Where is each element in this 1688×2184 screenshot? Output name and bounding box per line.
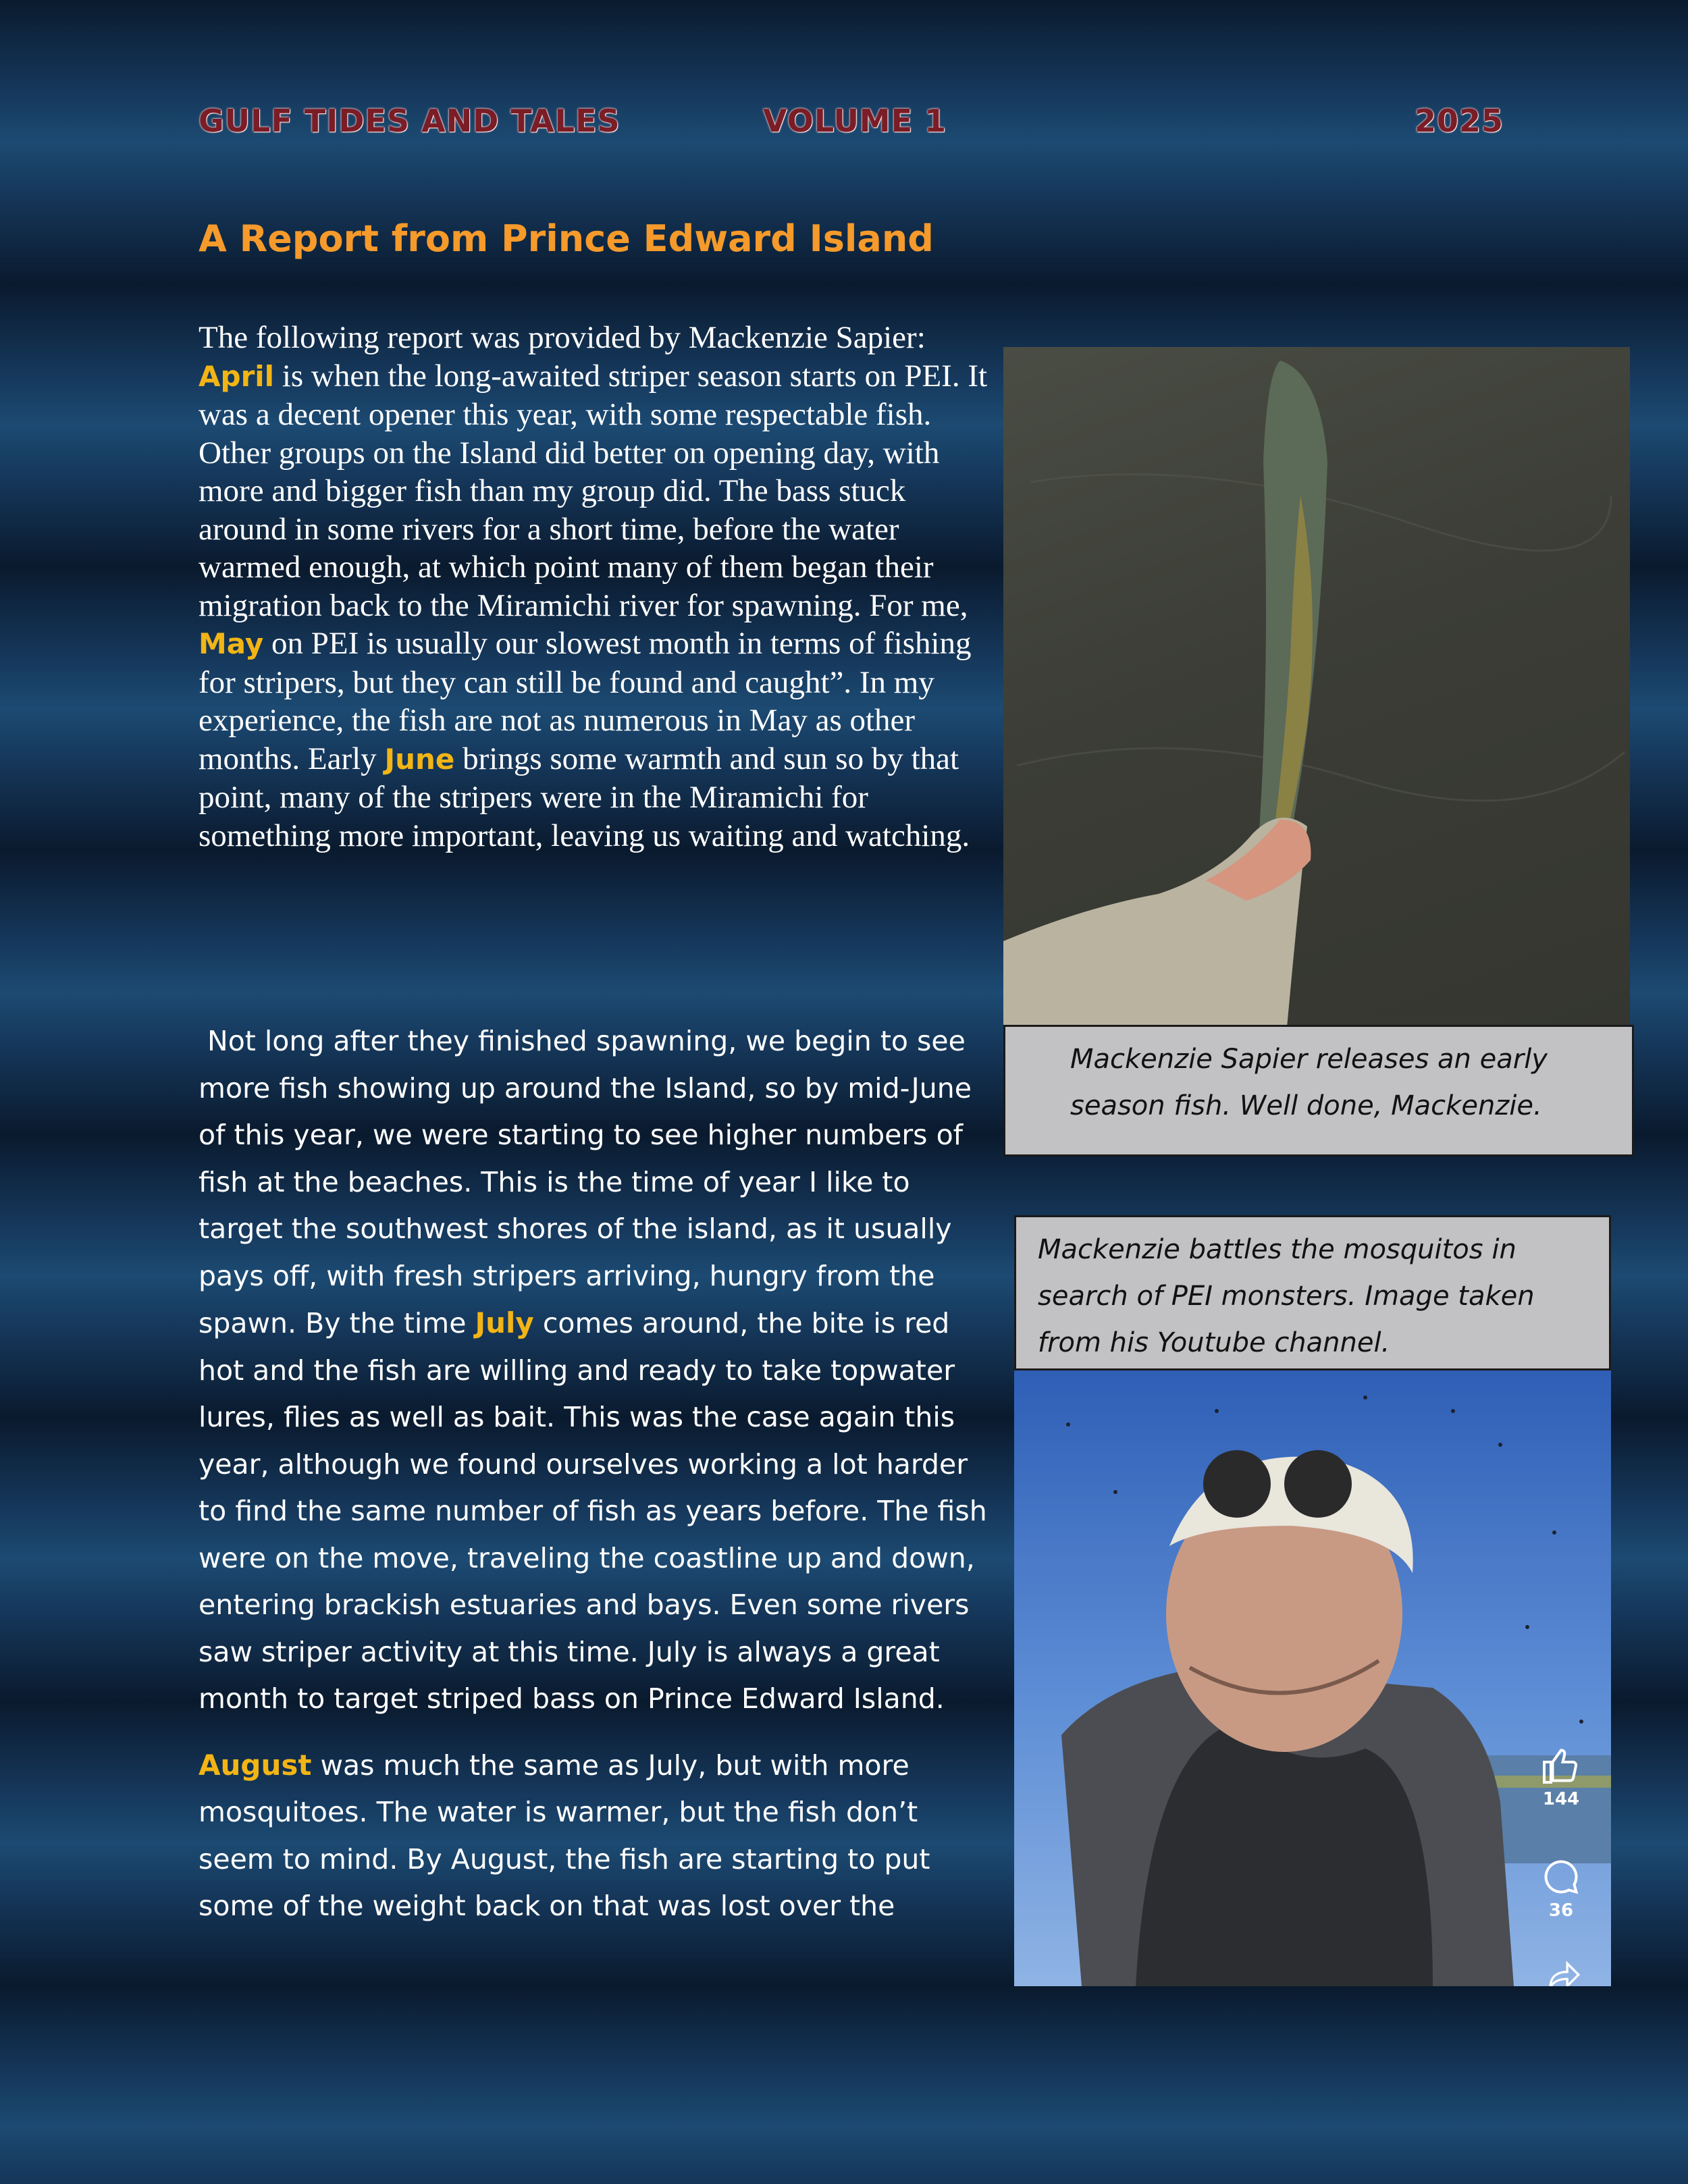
- video-like-button[interactable]: [1541, 1745, 1581, 1809]
- paragraph-text: on PEI is usually our slowest month in terms of fishing for stripers, but they can still be found and caught”. In my experience, the fish are not as numerous in May as other months. Early: [199, 626, 972, 776]
- paragraph-text: comes around, the bite is red hot and the fish are willing and ready to take topwater lures, flies as well as bait. This was the case again this year, although we found ourselves working a lot harder to find the same number of fish as years before. The fish were on the move, traveling the coastline up and down, entering brackish estuaries and bays. Even some rivers saw striper activity at this time. July is always a great month to target striped bass on Prince Edward Island.: [199, 1307, 987, 1715]
- article-body: [199, 1018, 995, 1930]
- article-title: A Report from Prince Edward Island: [199, 217, 934, 260]
- article-paragraph-2: [199, 1018, 995, 1723]
- month-highlight: May: [199, 627, 264, 660]
- article-paragraph-1: [199, 319, 995, 855]
- share-icon[interactable]: [1548, 1958, 1581, 1986]
- photo-caption-2: Mackenzie battles the mosquitos in search of PEI monsters. Image taken from his Youtube channel.: [1014, 1215, 1611, 1370]
- paragraph-text: brings some warmth and sun so by that point, many of the stripers were in the Miramichi for something more important, leaving us waiting and watching.: [199, 741, 970, 853]
- paragraph-text: is when the long-awaited striper season starts on PEI. It was a decent opener this year, with some respectable fish. Other groups on the Island did better on opening day, with more and bigger fish than my group did. The bass stuck around in some rivers for a short time, before the water warmed enough, at which point many of them began their migration back to the Miramichi river for spawning. For me,: [199, 358, 988, 623]
- striper-release-photo: [1003, 347, 1630, 1028]
- header-year: 2025: [1415, 103, 1504, 139]
- month-highlight: July: [475, 1306, 534, 1339]
- video-comment-button[interactable]: [1541, 1857, 1581, 1921]
- header-volume: VOLUME 1: [763, 103, 947, 139]
- comment-bubble-icon: [1541, 1857, 1581, 1900]
- comment-count: 36: [1548, 1900, 1574, 1921]
- header-publication: GULF TIDES AND TALES: [199, 103, 621, 139]
- month-highlight: August: [199, 1748, 312, 1782]
- month-highlight: April: [199, 359, 275, 393]
- mosquito-video-screenshot: [1014, 1370, 1611, 1986]
- photo-caption-1: Mackenzie Sapier releases an early season fish. Well done, Mackenzie.: [1003, 1025, 1634, 1156]
- paragraph-text: was much the same as July, but with more mosquitoes. The water is warmer, but the fish don’t seem to mind. By August, the fish are starting to put some of the weight back on that was lost over the: [199, 1749, 930, 1922]
- month-highlight: June: [384, 742, 455, 776]
- paragraph-text: Not long after they finished spawning, we begin to see more fish showing up around the Island, so by mid-June of this year, we were starting to see higher numbers of fish at the beaches. This is the time of year I like to target the southwest shores of the island, as it usually pays off, with fresh stripers arriving, hungry from the spawn. By the time: [199, 1025, 972, 1339]
- article-paragraph-3: [199, 1742, 995, 1930]
- like-count: 144: [1542, 1789, 1580, 1809]
- thumbs-up-icon: [1541, 1745, 1581, 1789]
- intro-text: The following report was provided by Mackenzie Sapier:: [199, 320, 926, 355]
